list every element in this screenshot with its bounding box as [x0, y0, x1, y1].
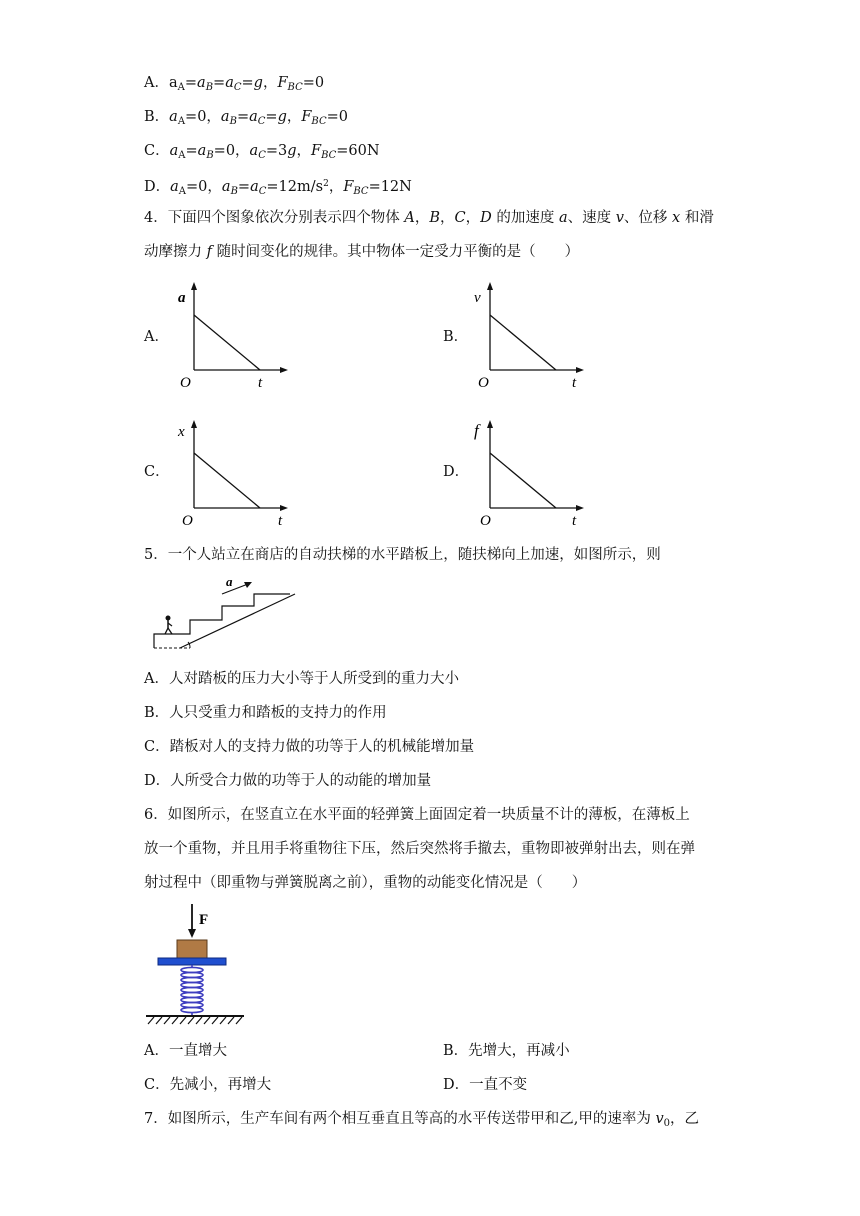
option-letter: C．: [144, 143, 170, 159]
origin-label: O: [478, 375, 489, 391]
text: 和滑: [680, 210, 714, 226]
q4-option-b-label: B．: [443, 329, 469, 345]
text: B: [429, 210, 440, 226]
y-axis-arrow: [487, 420, 493, 428]
text: ，: [439, 210, 455, 226]
q6-option-a: A．一直增大: [144, 1043, 227, 1059]
y-axis-label: a: [178, 290, 186, 306]
subscript: A: [177, 82, 185, 93]
x-axis-arrow: [280, 367, 288, 373]
q6-spring-figure: [144, 902, 248, 1026]
text: a: [221, 179, 231, 195]
plate: [158, 958, 226, 965]
q6-option-d: D．一直不变: [443, 1077, 528, 1093]
q6-stem-line1: 6．如图所示，在竖直立在水平面的轻弹簧上面固定着一块质量不计的薄板，在薄板上: [144, 807, 690, 823]
text: ，: [465, 210, 481, 226]
text: =3: [265, 143, 288, 159]
text: =0: [302, 75, 325, 91]
option-letter: B．: [144, 109, 170, 125]
text: 动摩擦力: [144, 244, 207, 260]
text: g: [277, 109, 287, 125]
y-axis-label: f: [474, 421, 479, 440]
text: a: [220, 109, 230, 125]
subscript: C: [258, 150, 266, 161]
x-axis-arrow: [576, 505, 584, 511]
text: a: [558, 210, 568, 226]
y-axis-arrow: [191, 282, 197, 290]
text: D: [480, 210, 492, 226]
text: a: [249, 109, 258, 125]
q6-stem-line2: 放一个重物，并且用手将重物往下压，然后突然将手撤去，重物即被弹射出去，则在弹: [144, 841, 695, 857]
ground-hatch: [148, 1017, 242, 1024]
text: ，: [414, 210, 430, 226]
text: =: [185, 143, 198, 159]
text: =: [213, 75, 226, 91]
subscript: B: [229, 116, 237, 127]
text: =12m/s: [266, 179, 324, 195]
text: ，: [262, 75, 278, 91]
text: A: [404, 210, 415, 226]
text: F: [301, 109, 312, 125]
text: =: [184, 75, 198, 91]
subscript: C: [257, 116, 266, 127]
subscript: BC: [353, 186, 369, 197]
origin-label: O: [182, 513, 193, 529]
option-letter: A．: [144, 75, 169, 91]
text: x: [672, 210, 681, 226]
subscript: A: [177, 116, 186, 127]
accel-label: a: [226, 574, 233, 589]
text: a: [250, 179, 259, 195]
text: F: [277, 75, 288, 91]
text: v: [655, 1111, 664, 1127]
subscript: B: [205, 82, 214, 93]
q4-graph-a: [172, 280, 292, 392]
text: 、速度: [567, 210, 616, 226]
q3-option-d: [144, 174, 412, 202]
force-label: F: [199, 912, 209, 928]
graph-line: [490, 315, 556, 370]
text: a: [170, 179, 179, 195]
q4-graph-b: [468, 280, 588, 392]
text: ，: [328, 179, 344, 195]
subscript: C: [233, 82, 242, 93]
q5-stem: 5．一个人站立在商店的自动扶梯的水平踏板上，随扶梯向上加速，如图所示，则: [144, 547, 661, 563]
text: a: [169, 109, 178, 125]
q7-stem: [144, 1109, 699, 1134]
text: ，: [286, 109, 302, 125]
q5-option-a: A．人对踏板的压力大小等于人所受到的重力大小: [144, 671, 459, 687]
q5-option-b: B．人只受重力和踏板的支持力的作用: [144, 705, 387, 721]
q4-option-c-label: C．: [144, 464, 170, 480]
text: 4．下面四个图象依次分别表示四个物体: [144, 210, 405, 226]
subscript: A: [178, 150, 186, 161]
q3-option-c: [144, 141, 380, 166]
text: C: [454, 210, 466, 226]
person-legs-2: [168, 628, 172, 634]
text: =0，: [213, 143, 250, 159]
option-letter: D．: [144, 179, 171, 195]
subscript: BC: [287, 82, 303, 93]
text: 随时间变化的规律。其中物体一定受力平衡的是（ ）: [211, 244, 580, 260]
text: a: [169, 143, 179, 159]
q3-option-a: [144, 73, 324, 98]
text: =: [237, 179, 251, 195]
y-axis-label: x: [178, 424, 185, 440]
text: a: [249, 143, 259, 159]
text: =: [241, 75, 254, 91]
text: F: [343, 179, 354, 195]
q6-stem-line3: 射过程中（即重物与弹簧脱离之前），重物的动能变化情况是（ ）: [144, 875, 587, 891]
escalator-steps: [154, 594, 290, 648]
text: =: [265, 109, 278, 125]
text: =0，: [185, 109, 221, 125]
subscript: B: [230, 186, 238, 197]
text: v: [615, 210, 624, 226]
spring: [181, 965, 203, 1015]
subscript: BC: [321, 150, 337, 161]
text: a: [197, 75, 206, 91]
q4-graph-d: [468, 418, 588, 530]
y-axis-label: v: [474, 290, 481, 306]
text: ，乙: [670, 1111, 700, 1127]
graph-line: [490, 453, 556, 508]
q5-option-c: C．踏板对人的支持力做的功等于人的机械能增加量: [144, 739, 475, 755]
text: f: [206, 244, 212, 260]
text: =0，: [186, 179, 222, 195]
subscript: 0: [663, 1118, 671, 1129]
text: a: [197, 143, 207, 159]
x-axis-label: t: [572, 375, 577, 391]
x-axis-label: t: [572, 513, 577, 529]
q4-option-d-label: D．: [443, 464, 470, 480]
text: g: [287, 143, 297, 159]
subscript: B: [206, 150, 214, 161]
q3-option-b: [144, 107, 348, 132]
force-arrowhead: [188, 929, 196, 938]
q4-stem-line1: [144, 208, 714, 228]
graph-line: [194, 315, 260, 370]
origin-label: O: [180, 375, 191, 391]
graph-line: [194, 453, 260, 508]
x-axis-label: t: [258, 375, 263, 391]
q5-escalator-figure: [150, 574, 300, 654]
escalator-incline: [180, 594, 295, 648]
q5-option-d: D．人所受合力做的功等于人的动能的增加量: [144, 773, 432, 789]
x-axis-arrow: [576, 367, 584, 373]
text: a: [168, 75, 178, 91]
x-axis-arrow: [280, 505, 288, 511]
q4-graph-c: [172, 418, 292, 530]
subscript: C: [258, 186, 267, 197]
q4-stem-line2: [144, 242, 579, 262]
text: =0: [326, 109, 348, 125]
superscript: 2: [323, 179, 329, 189]
origin-label: O: [480, 513, 491, 529]
q6-option-b: B．先增大，再减小: [443, 1043, 570, 1059]
x-axis-label: t: [278, 513, 283, 529]
text: F: [311, 143, 322, 159]
y-axis-arrow: [191, 420, 197, 428]
person-head: [166, 616, 171, 621]
text: =: [236, 109, 250, 125]
subscript: A: [178, 186, 187, 197]
y-axis-arrow: [487, 282, 493, 290]
text: 的加速度: [491, 210, 559, 226]
text: 7．如图所示，生产车间有两个相互垂直且等高的水平传送带甲和乙,甲的速率为: [144, 1111, 656, 1127]
text: 、位移: [623, 210, 673, 226]
person-legs: [165, 628, 168, 634]
subscript: BC: [311, 116, 327, 127]
text: =60N: [336, 143, 380, 159]
text: g: [253, 75, 263, 91]
text: a: [225, 75, 234, 91]
q4-option-a-label: A．: [144, 329, 169, 345]
text: ，: [296, 143, 312, 159]
text: =12N: [368, 179, 412, 195]
weight-block: [177, 940, 207, 958]
q6-option-c: C．先减小，再增大: [144, 1077, 272, 1093]
